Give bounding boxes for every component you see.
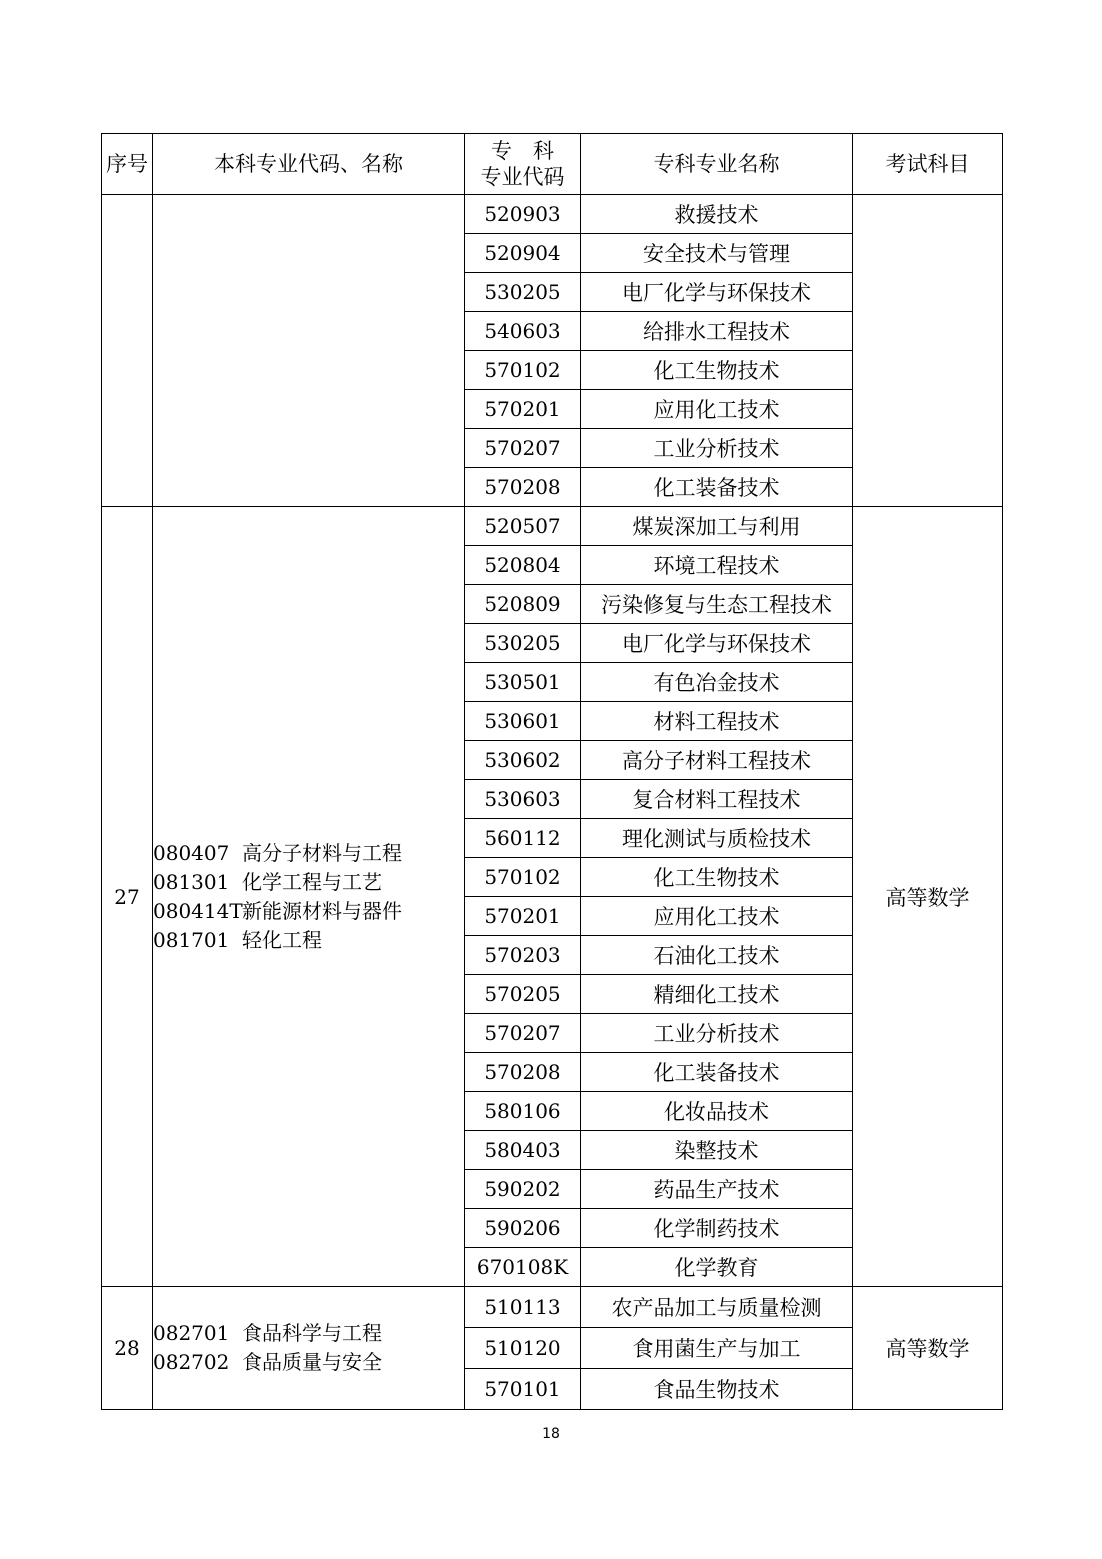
college-major-code: 530205	[465, 273, 581, 312]
college-major-name: 精细化工技术	[581, 975, 853, 1014]
college-major-name: 应用化工技术	[581, 897, 853, 936]
college-major-name: 化工装备技术	[581, 1053, 853, 1092]
college-major-name: 煤炭深加工与利用	[581, 507, 853, 546]
college-major-code: 520809	[465, 585, 581, 624]
college-major-code: 530601	[465, 702, 581, 741]
college-major-code: 510113	[465, 1287, 581, 1328]
college-major-code: 520804	[465, 546, 581, 585]
undergrad-major-code: 082702	[153, 1350, 230, 1374]
college-major-code: 570203	[465, 936, 581, 975]
undergrad-major-code: 082701	[153, 1321, 230, 1345]
undergrad-major	[153, 926, 464, 955]
college-major-name: 工业分析技术	[581, 1014, 853, 1053]
undergrad-major-name: 食品质量与安全	[242, 1350, 382, 1374]
college-major-name: 有色冶金技术	[581, 663, 853, 702]
undergrad-major-code: 081701	[153, 927, 230, 952]
header-name: 专科专业名称	[581, 134, 853, 195]
college-major-name: 电厂化学与环保技术	[581, 273, 853, 312]
undergrad-cell	[153, 1287, 465, 1410]
college-major-code: 530603	[465, 780, 581, 819]
college-major-code: 570102	[465, 351, 581, 390]
college-major-code: 570207	[465, 1014, 581, 1053]
table-row	[102, 507, 1003, 546]
college-major-code: 570208	[465, 1053, 581, 1092]
table-row	[102, 1287, 1003, 1328]
header-code-line1: 专 科	[491, 139, 554, 163]
undergrad-major-name: 轻化工程	[242, 927, 322, 952]
college-major-code: 590202	[465, 1170, 581, 1209]
college-major-name: 食用菌生产与加工	[581, 1328, 853, 1369]
undergrad-major	[153, 839, 464, 868]
table-row	[102, 195, 1003, 234]
college-major-name: 化工生物技术	[581, 858, 853, 897]
college-major-name: 药品生产技术	[581, 1170, 853, 1209]
college-major-code: 570201	[465, 390, 581, 429]
undergrad-major	[153, 868, 464, 897]
college-major-code: 560112	[465, 819, 581, 858]
undergrad-cell	[153, 195, 465, 507]
college-major-code: 570101	[465, 1369, 581, 1410]
header-code	[465, 134, 581, 195]
exam-subject-cell: 高等数学	[853, 507, 1003, 1287]
undergrad-major-name: 化学工程与工艺	[242, 869, 382, 894]
table-body	[102, 195, 1003, 1410]
college-major-name: 材料工程技术	[581, 702, 853, 741]
college-major-code: 510120	[465, 1328, 581, 1369]
college-major-name: 农产品加工与质量检测	[581, 1287, 853, 1328]
college-major-name: 化工生物技术	[581, 351, 853, 390]
undergrad-major-name: 新能源材料与器件	[242, 898, 402, 923]
exam-subject-cell: 高等数学	[853, 1287, 1003, 1410]
college-major-code: 570102	[465, 858, 581, 897]
college-major-name: 石油化工技术	[581, 936, 853, 975]
header-code-line2: 专业代码	[480, 165, 565, 189]
college-major-name: 应用化工技术	[581, 390, 853, 429]
exam-subject-cell	[853, 195, 1003, 507]
seq-cell: 28	[102, 1287, 153, 1410]
college-major-code: 570205	[465, 975, 581, 1014]
seq-cell	[102, 195, 153, 507]
college-major-code: 530602	[465, 741, 581, 780]
college-major-name: 理化测试与质检技术	[581, 819, 853, 858]
college-major-code: 530501	[465, 663, 581, 702]
undergrad-major-code: 080407	[153, 840, 230, 865]
college-major-code: 570201	[465, 897, 581, 936]
college-major-code: 520507	[465, 507, 581, 546]
college-major-name: 救援技术	[581, 195, 853, 234]
undergrad-major-code: 080414T	[153, 898, 243, 923]
major-table	[101, 133, 1003, 1410]
college-major-name: 复合材料工程技术	[581, 780, 853, 819]
college-major-name: 化学教育	[581, 1248, 853, 1287]
college-major-code: 570207	[465, 429, 581, 468]
college-major-name: 污染修复与生态工程技术	[581, 585, 853, 624]
college-major-name: 化学制药技术	[581, 1209, 853, 1248]
undergrad-major	[153, 1348, 464, 1377]
college-major-code: 530205	[465, 624, 581, 663]
undergrad-major	[153, 1319, 464, 1348]
header-subject: 考试科目	[853, 134, 1003, 195]
college-major-name: 工业分析技术	[581, 429, 853, 468]
college-major-name: 染整技术	[581, 1131, 853, 1170]
college-major-code: 520904	[465, 234, 581, 273]
college-major-name: 食品生物技术	[581, 1369, 853, 1410]
college-major-code: 580403	[465, 1131, 581, 1170]
header-undergrad: 本科专业代码、名称	[153, 134, 465, 195]
table-header-row	[102, 134, 1003, 195]
college-major-code: 540603	[465, 312, 581, 351]
college-major-code: 590206	[465, 1209, 581, 1248]
undergrad-major	[153, 897, 464, 926]
college-major-code: 570208	[465, 468, 581, 507]
college-major-name: 化工装备技术	[581, 468, 853, 507]
college-major-name: 给排水工程技术	[581, 312, 853, 351]
undergrad-major-code: 081301	[153, 869, 230, 894]
page-number: 18	[542, 1426, 560, 1442]
undergrad-major-name: 高分子材料与工程	[242, 840, 402, 865]
undergrad-major-name: 食品科学与工程	[242, 1321, 382, 1345]
undergrad-cell	[153, 507, 465, 1287]
college-major-name: 化妆品技术	[581, 1092, 853, 1131]
college-major-name: 电厂化学与环保技术	[581, 624, 853, 663]
college-major-code: 520903	[465, 195, 581, 234]
college-major-name: 环境工程技术	[581, 546, 853, 585]
college-major-name: 高分子材料工程技术	[581, 741, 853, 780]
college-major-name: 安全技术与管理	[581, 234, 853, 273]
college-major-code: 670108K	[465, 1248, 581, 1287]
seq-cell: 27	[102, 507, 153, 1287]
college-major-code: 580106	[465, 1092, 581, 1131]
header-seq: 序号	[102, 134, 153, 195]
